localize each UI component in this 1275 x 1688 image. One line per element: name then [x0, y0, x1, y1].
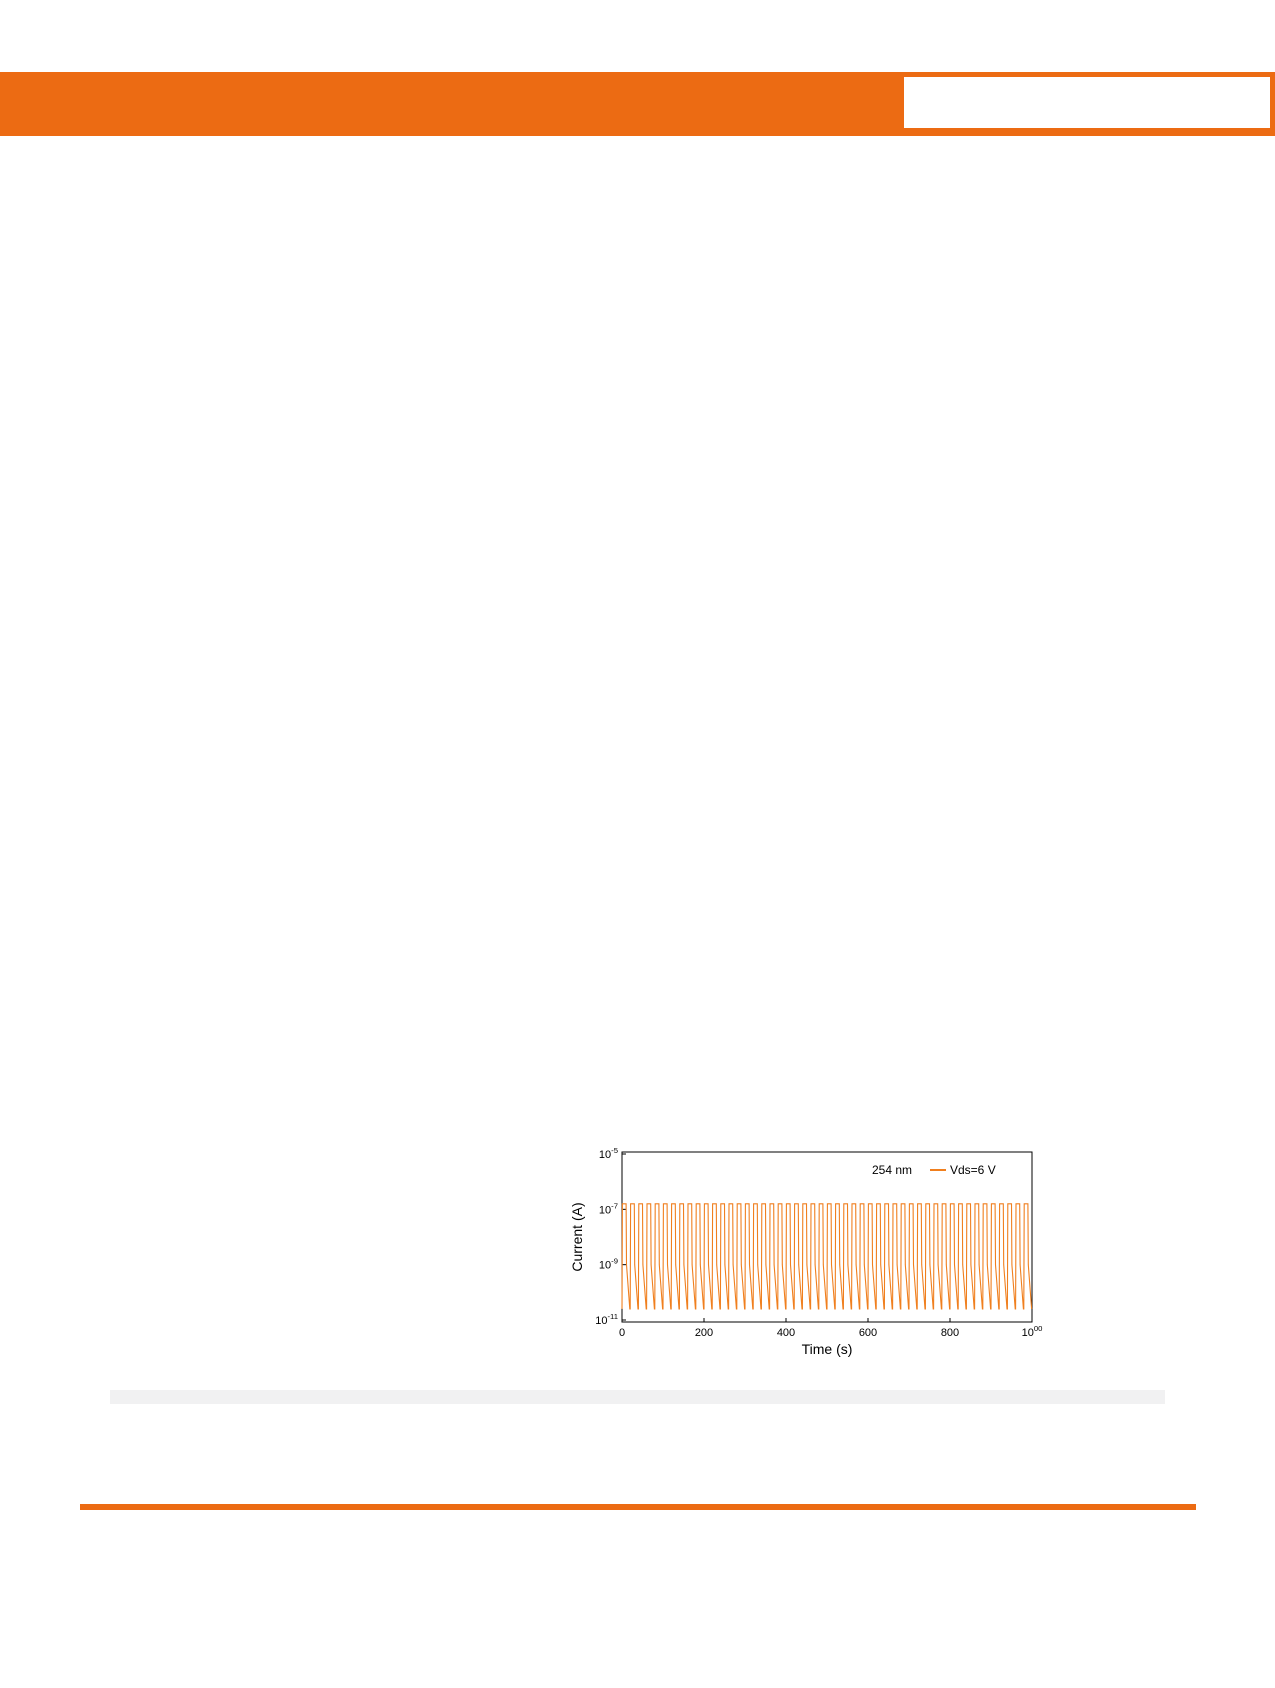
- panel-h-y-ticklabel: $10^{-9}$: [598, 1256, 618, 1272]
- figure-3-svg: [220, 690, 1100, 1370]
- panel-h-series-line: [622, 1204, 1032, 1309]
- footer-rule: [80, 1504, 1196, 1510]
- journal-header-bar: [0, 72, 1275, 136]
- panel-h-x-ticklabel: 600: [858, 1327, 878, 1339]
- panel-h-xlabel: Time (s): [801, 1341, 853, 1357]
- panel-h-y-ticklabel: $10^{-7}$: [598, 1201, 618, 1217]
- panel-h-legend-label: Vds=6 V: [950, 1163, 996, 1177]
- panel-h-x-ticklabel: 200: [694, 1327, 714, 1339]
- panel-h-x-ticklabel: 0: [618, 1327, 626, 1339]
- panel-h-y-ticklabel: $10^{-11}$: [595, 1312, 618, 1327]
- panel-h-legend-wavelength: 254 nm: [871, 1163, 913, 1177]
- panel-h-x-ticklabel: $10^{00}$: [1021, 1324, 1043, 1339]
- panel-h-y-ticklabel: $10^{-5}$: [598, 1146, 618, 1161]
- journal-url-link[interactable]: [902, 75, 1272, 130]
- panel-h-ylabel: Current (A): [569, 1202, 585, 1272]
- right-text-column: [655, 205, 1165, 209]
- figure-caption: [110, 1390, 1165, 1404]
- panel-h-x-ticklabel: 400: [776, 1327, 796, 1339]
- panel-h-x-ticklabel: 800: [940, 1327, 960, 1339]
- figure-3: [220, 690, 1100, 1370]
